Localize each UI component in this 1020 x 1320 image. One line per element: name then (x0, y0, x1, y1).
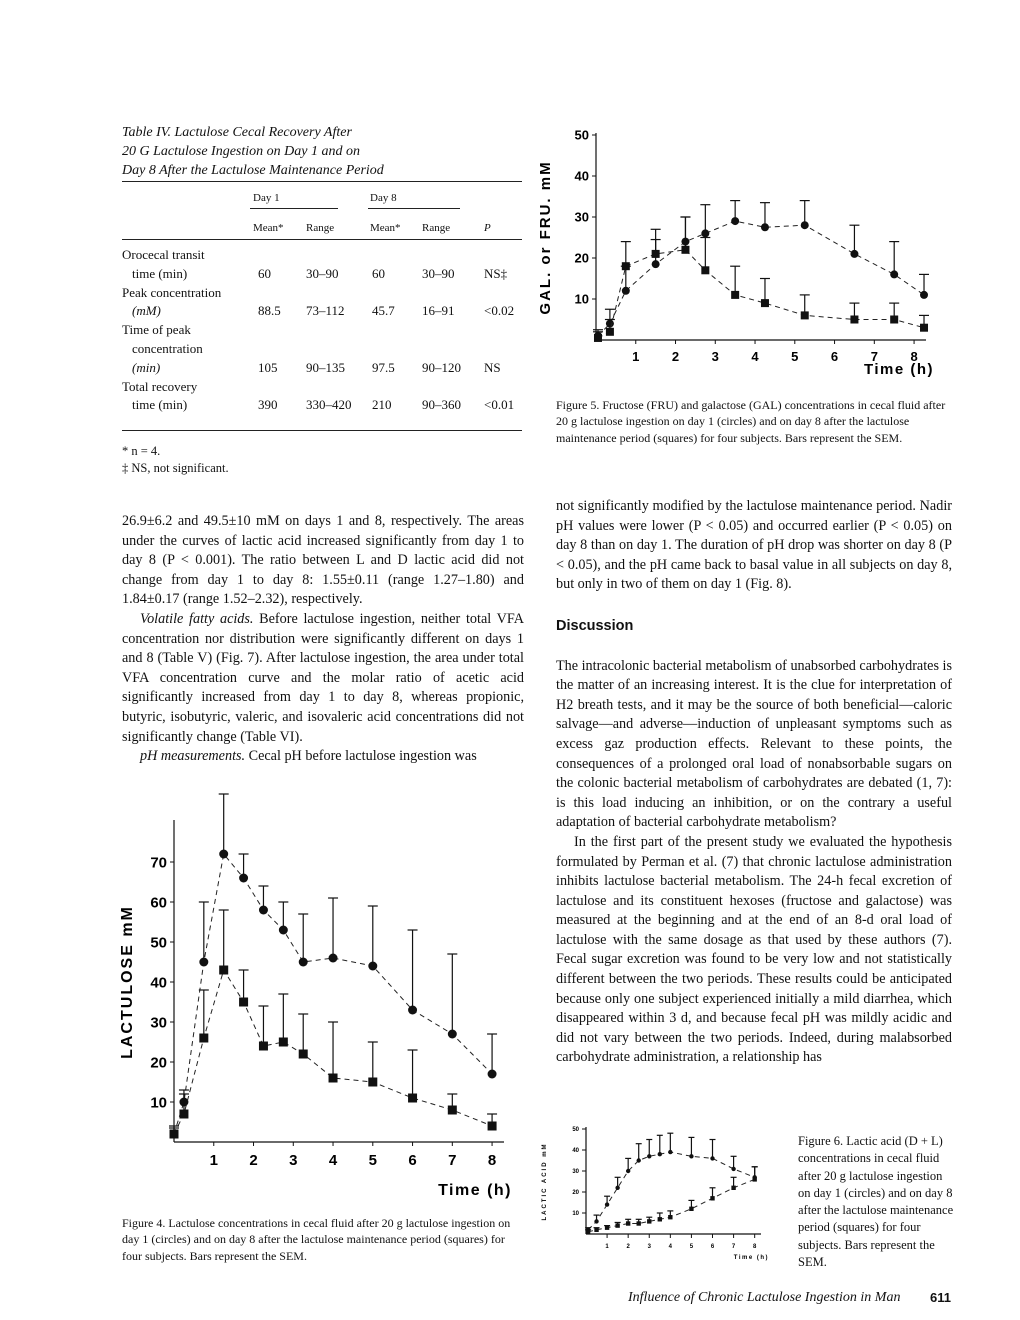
data-point-circle (658, 1152, 662, 1156)
data-point-square (652, 250, 660, 258)
cell-range-1: 73–112 (306, 303, 345, 319)
x-tick-label: 3 (647, 1244, 651, 1250)
y-axis-label: GAL. or FRU. mM (537, 160, 554, 315)
row-label-cont: time (min) (132, 265, 188, 281)
data-point-circle (259, 906, 268, 915)
data-point-circle (668, 1150, 672, 1154)
data-point-square (170, 1130, 179, 1139)
data-point-circle (701, 229, 709, 237)
data-point-circle (299, 958, 308, 967)
y-tick-label: 60 (150, 894, 167, 912)
y-axis-label: LACTULOSE mM (119, 905, 136, 1059)
table-body (122, 246, 522, 415)
y-tick-label: 30 (150, 1014, 167, 1032)
row-label-cont: time (min) (132, 397, 188, 413)
day1-rule (250, 208, 338, 209)
data-point-square (219, 966, 228, 975)
data-point-circle (710, 1156, 714, 1160)
row-label: Peak concentration (122, 284, 222, 300)
row-label-cont: (mM) (132, 303, 161, 319)
data-point-square (615, 1223, 619, 1227)
data-point-square (488, 1122, 497, 1131)
x-tick-label: 6 (408, 1152, 417, 1169)
figure-5-caption: Figure 5. Fructose (FRU) and galactose (GAL) concentrations in cecal fluid after 20 g lactulose ingestion on day 1 (circles) and on day 8 after the lactulose maintenance period (squares) for four subjects. Bars represent the SEM. (556, 398, 946, 445)
data-point-circle (761, 223, 769, 231)
cell-range-8: 90–120 (422, 359, 461, 375)
cell-p: <0.01 (484, 397, 515, 413)
x-tick-label: 6 (830, 349, 839, 364)
data-point-square (594, 334, 602, 342)
x-tick-label: 2 (249, 1152, 258, 1169)
data-point-square (408, 1094, 417, 1103)
right-column-text (556, 497, 952, 1068)
data-point-circle (239, 874, 248, 883)
x-tick-label: 8 (487, 1152, 497, 1169)
series-line (598, 250, 924, 338)
data-point-circle (647, 1154, 651, 1158)
data-point-square (731, 1186, 735, 1190)
x-tick-label: 2 (626, 1244, 630, 1250)
y-tick-label: 40 (150, 974, 167, 992)
page-number: 611 (930, 1290, 951, 1305)
paragraph (122, 610, 524, 747)
cell-range-1: 30–90 (306, 265, 339, 281)
y-axis-label: LACTIC ACID mM (542, 1142, 548, 1221)
paragraph-heading: pH measurements. (140, 748, 246, 765)
data-point-square (299, 1050, 308, 1059)
data-point-circle (626, 1169, 630, 1173)
data-point-square (448, 1106, 457, 1115)
running-footer: Influence of Chronic Lactulose Ingestion in Man (628, 1290, 901, 1305)
data-point-square (689, 1207, 693, 1211)
data-point-circle (731, 1167, 735, 1171)
x-tick-label: 7 (731, 1244, 736, 1250)
series-line (588, 1179, 755, 1232)
x-tick-label: 7 (870, 349, 878, 364)
y-tick-label: 50 (574, 127, 589, 143)
data-point-circle (605, 1202, 609, 1206)
x-tick-label: 8 (910, 349, 918, 364)
data-point-square (368, 1078, 377, 1087)
figure-6-chart (538, 1122, 778, 1272)
x-tick-label: 3 (289, 1152, 298, 1169)
table-footnote: ‡ NS, not significant. (122, 461, 229, 475)
x-tick-label: 8 (753, 1244, 757, 1250)
x-tick-label: 4 (328, 1152, 338, 1169)
paragraph (122, 747, 524, 767)
data-point-circle (448, 1030, 457, 1039)
data-point-square (850, 316, 858, 324)
col-mean-8: Mean* (370, 222, 401, 234)
data-point-square (731, 291, 739, 299)
data-point-square (701, 266, 709, 274)
y-tick-label: 20 (150, 1054, 167, 1072)
data-point-circle (219, 850, 228, 859)
cell-mean-1: 88.5 (258, 303, 281, 319)
day1-header: Day 1 (253, 192, 280, 204)
col-range-1: Range (306, 222, 335, 234)
data-point-circle (594, 1219, 598, 1223)
y-tick-label: 10 (574, 291, 589, 307)
row-label-cont: (min) (132, 359, 161, 375)
cell-mean-8: 45.7 (372, 303, 395, 319)
row-label: Orocecal transit (122, 247, 205, 262)
x-axis-label: Time (h) (438, 1182, 512, 1199)
data-point-square (239, 998, 248, 1007)
y-tick-label: 30 (574, 209, 589, 225)
x-tick-label: 1 (209, 1152, 218, 1169)
y-tick-label: 40 (574, 168, 589, 184)
y-tick-label: 70 (150, 854, 167, 872)
data-point-circle (279, 926, 288, 935)
cell-mean-1: 390 (258, 397, 278, 413)
data-point-circle (652, 260, 660, 268)
table-title-line: Table IV. Lactulose Cecal Recovery After (122, 125, 352, 140)
data-point-square (658, 1217, 662, 1221)
x-tick-label: 5 (368, 1152, 377, 1169)
cell-mean-8: 97.5 (372, 359, 395, 375)
y-tick-label: 20 (572, 1190, 579, 1197)
x-tick-label: 6 (710, 1244, 715, 1250)
cell-mean-1: 60 (258, 265, 271, 281)
table-bottom-rule (122, 430, 522, 431)
cell-range-1: 90–135 (306, 359, 345, 375)
paragraph: The intracolonic bacterial metabolism of unabsorbed carbohydrates is the matter of an increasing interest. It is the clue for interpretation of H2 breath tests, and it may be the source of both beneficial—caloric salvage—and adverse—induction of unpleasant symptoms such as excess gaz production effects. Relevant to these points, the consequences of a prolonged oral load of nonabsorbable sugars on the colonic bacterial metabolism of carbohydrates are debated (1, 7): is this load inducing an inhibition, or on the contrary a useful adaptation of bacterial carbohydrate metabolism? (556, 657, 952, 831)
data-point-square (594, 1228, 598, 1232)
data-point-square (179, 1110, 188, 1119)
paragraph: not significantly modified by the lactulose maintenance period. Nadir pH values were lower (P < 0.05) and occurred earlier (P < 0.05) on day 8 than on day 1. The duration of pH drop was shorter on day 8 (P < 0.05), and the pH came back to basal value in all subjects on day 8, but only in two of them on day 1 (Fig. 8). (556, 498, 952, 593)
data-point-square (681, 246, 689, 254)
col-mean-1: Mean* (253, 222, 284, 234)
y-tick-label: 50 (150, 934, 167, 952)
series-line (174, 854, 492, 1134)
data-point-circle (920, 291, 928, 299)
table-footnotes (122, 443, 229, 477)
data-point-square (668, 1215, 672, 1219)
figure-4-chart (110, 790, 540, 1210)
paragraph: In the first part of the present study we evaluated the hypothesis formulated by Perman et al. (7) that chronic lactulose administration inhibits lactulose bacterial metabolism. The 24-h fecal excretion of lactulose and its constituent hexoses (fructose and galactose) was measured at the beginning and at the end of an 8-d oral load of lactulose with the same dosage as that used by these authors (7). Fecal sugar excretion was found to be very low and not statistically different between the two periods. These results could be anticipated because only one subject experienced initially a mild diarrhea, which disappeared within 3 d, and because fecal pH was mildly acidic and did not vary between the two periods. Indeed, during malabsorbed carbohydrate administration, a relationship has (556, 833, 952, 1066)
x-tick-label: 1 (605, 1244, 609, 1250)
left-column-text (122, 512, 524, 767)
data-point-circle (850, 250, 858, 258)
cell-mean-8: 60 (372, 265, 385, 281)
data-point-square (259, 1042, 268, 1051)
figure-6-caption: Figure 6. Lactic acid (D + L) concentrations in cecal fluid after 20 g lactulose ingestion on day 1 (circles) and on day 8 after the lactulose maintenance period (squares) for four subjects. Bars represent the SEM. (798, 1134, 954, 1270)
cell-range-1: 330–420 (306, 397, 352, 413)
y-tick-label: 30 (572, 1169, 579, 1176)
data-point-square (647, 1219, 651, 1223)
cell-range-8: 90–360 (422, 397, 461, 413)
data-point-circle (689, 1154, 693, 1158)
day8-header: Day 8 (370, 192, 397, 204)
figure-5-chart (536, 118, 946, 388)
data-point-square (761, 299, 769, 307)
data-point-square (801, 311, 809, 319)
cell-range-8: 16–91 (422, 303, 455, 319)
cell-p: NS (484, 359, 501, 375)
cell-p: <0.02 (484, 303, 515, 319)
cell-mean-1: 105 (258, 359, 278, 375)
x-tick-label: 5 (689, 1244, 694, 1250)
col-p: P (484, 222, 491, 234)
x-tick-label: 4 (751, 349, 759, 364)
data-point-square (920, 324, 928, 332)
data-point-square (329, 1074, 338, 1083)
paragraph-body: Cecal pH before lactulose ingestion was (245, 748, 477, 765)
table-title-line: 20 G Lactulose Ingestion on Day 1 and on (122, 144, 360, 159)
data-point-circle (637, 1158, 641, 1162)
data-point-circle (408, 1006, 417, 1015)
row-label: Time of peak (122, 322, 191, 338)
data-point-circle (368, 962, 377, 971)
table-top-rule (122, 181, 522, 182)
data-point-square (605, 1226, 609, 1230)
row-label: Total recovery (122, 378, 198, 394)
x-axis-label: Time (h) (863, 361, 934, 378)
cell-p: NS‡ (484, 265, 508, 281)
data-point-square (626, 1221, 630, 1225)
data-point-square (710, 1196, 714, 1200)
cell-range-8: 30–90 (422, 265, 455, 281)
data-point-square (752, 1177, 756, 1181)
table-row (122, 284, 522, 322)
y-tick-label: 20 (574, 250, 589, 266)
data-point-circle (890, 270, 898, 278)
paragraph-body: Before lactulose ingestion, neither total VFA concentration nor distribution were significantly different on days 1 and 8 (Table V) (Fig. 7). After lactulose ingestion, the area under total VFA concentration curve and the molar ratio of acetic acid significantly increased from day 1 to day 8, whereas propionic, butyric, isobutyric, valeric, and isovaleric acid concentrations did not significantly change (Table VI). (122, 610, 524, 745)
table-row (122, 321, 522, 377)
x-tick-label: 3 (711, 349, 719, 364)
row-label-cont: concentration (132, 340, 203, 356)
data-point-square (199, 1034, 208, 1043)
table-title-line: Day 8 After the Lactulose Maintenance Period (122, 163, 384, 178)
x-tick-label: 2 (671, 349, 680, 364)
figure-4-caption: Figure 4. Lactulose concentrations in cecal fluid after 20 g lactulose ingestion on day 1 (circles) and on day 8 after the lactulose maintenance period (squares) for four subjects. Bars represent the SEM. (122, 1216, 511, 1263)
cell-mean-8: 210 (372, 397, 392, 413)
table-row (122, 378, 522, 416)
data-point-square (622, 262, 630, 270)
data-point-square (637, 1221, 641, 1225)
data-point-square (586, 1230, 590, 1234)
data-point-circle (801, 221, 809, 229)
y-tick-label: 10 (150, 1094, 167, 1112)
table-title (122, 123, 522, 180)
data-point-circle (199, 958, 208, 967)
data-point-square (279, 1038, 288, 1047)
data-point-circle (329, 954, 338, 963)
y-tick-label: 10 (572, 1211, 579, 1218)
col-range-8: Range (422, 222, 451, 234)
table-footnote: * n = 4. (122, 444, 161, 458)
table-header-rule (122, 239, 522, 240)
data-point-circle (488, 1070, 497, 1079)
y-tick-label: 50 (572, 1127, 579, 1134)
x-tick-label: 4 (668, 1244, 673, 1250)
data-point-circle (622, 287, 630, 295)
paragraph-heading: Volatile fatty acids. (140, 610, 254, 627)
y-tick-label: 40 (572, 1148, 579, 1155)
x-tick-label: 7 (448, 1152, 457, 1169)
x-axis-label: Time (h) (733, 1255, 769, 1261)
data-point-circle (731, 217, 739, 225)
table-row (122, 246, 522, 284)
data-point-circle (615, 1186, 619, 1190)
section-heading: Discussion (556, 617, 634, 634)
x-tick-label: 5 (791, 349, 799, 364)
data-point-square (890, 316, 898, 324)
day8-rule (368, 208, 460, 209)
data-point-square (606, 328, 614, 336)
paragraph: 26.9±6.2 and 49.5±10 mM on days 1 and 8, respectively. The areas under the curves of lactic acid increased significantly from day 1 to day 8 (P < 0.001). The ratio between L and D lactic acid did not change from day 1 to day 8: 1.55±0.11 (range 1.27–1.80) and 1.84±0.17 (range 1.52–2.32), respectively. (122, 513, 524, 608)
x-tick-label: 1 (632, 349, 640, 364)
